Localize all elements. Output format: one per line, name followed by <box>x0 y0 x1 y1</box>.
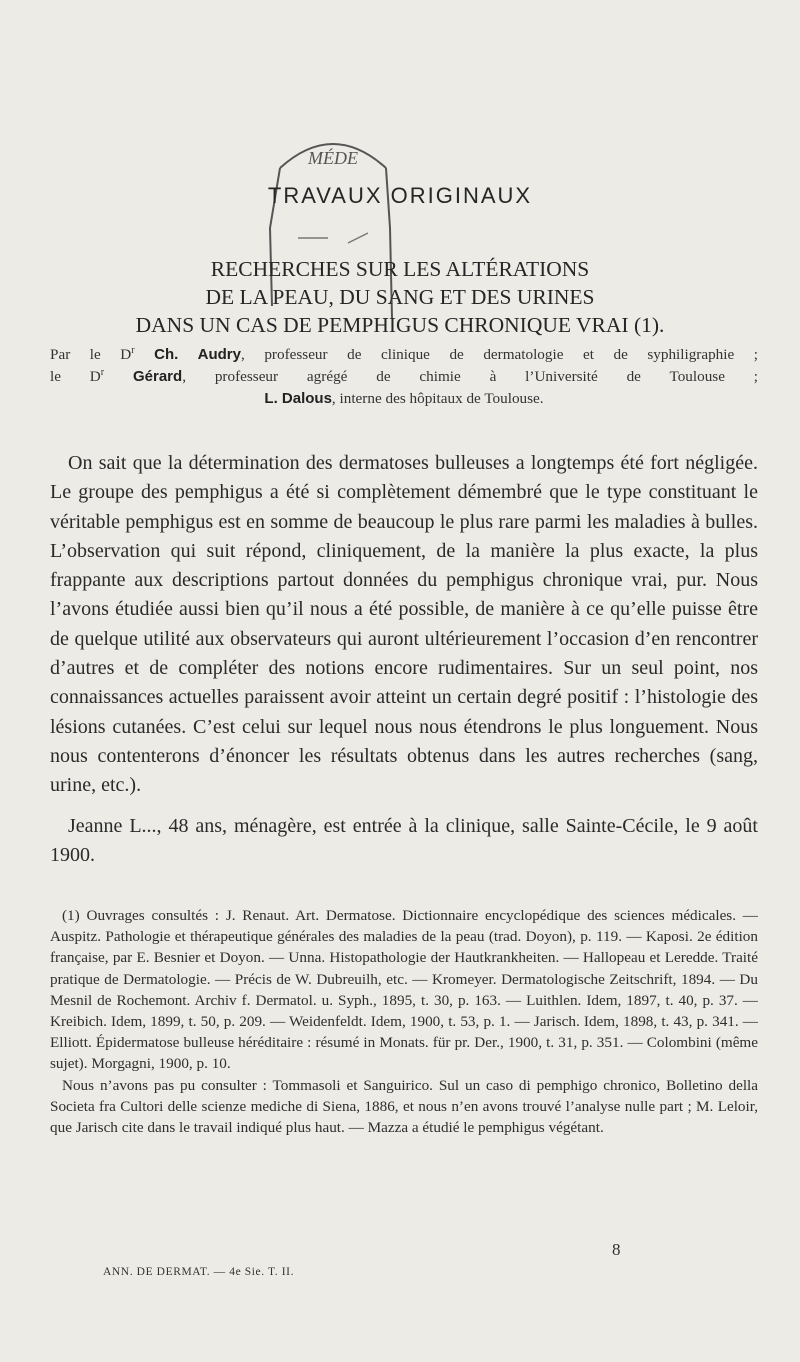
page-number: 8 <box>612 1240 621 1259</box>
author-line-1 <box>50 344 758 366</box>
footnotes <box>50 905 758 1138</box>
author-prefix-sup: r <box>100 366 105 378</box>
footnote-not-consulted: Nous n’avons pas pu consulter : Tommasoli et Sanguirico. Sul un caso di pemphigo chronico, Bolletino della Societa fra Cultori delle scienze mediche di Siena, 1886, et nous n’en avons trouvé l’analyse nulle part ; M. Leloir, que Jarisch cite dans le travail indiqué plus haut. — Mazza a étudié le pemphigus végétant. <box>50 1076 758 1137</box>
author-list <box>50 344 758 410</box>
section-heading: TRAVAUX ORIGINAUX <box>267 183 533 208</box>
author-role-dalous: , interne des hôpitaux de Toulouse. <box>331 390 544 407</box>
title-line-3: DANS UN CAS DE PEMPHIGUS CHRONIQUE VRAI (1). <box>135 313 665 337</box>
article-title <box>0 255 800 339</box>
author-name-gerard: Gérard <box>132 368 183 385</box>
svg-text:MÉDE: MÉDE <box>308 148 358 168</box>
author-role-gerard: , professeur agrégé de chimie à l’Université de Toulouse ; <box>182 368 759 385</box>
body-text <box>50 449 758 870</box>
body-paragraph-1: On sait que la détermination des dermatoses bulleuses a longtemps été fort négligée. Le groupe des pemphigus a été si complètement démembré que le type constituant le véritable pemphigus est en somme de beaucoup le plus rare parmi les maladies à bulles. L’observation qui suit répond, cliniquement, de la manière la plus exacte, la plus frappante aux descriptions partout données du pemphigus chronique vrai, pur. Nous l’avons étudiée aussi bien qu’il nous a été possible, de manière à ce qu’elle puisse être de quelque utilité aux observateurs qui auront ultérieurement l’occasion d’en rencontrer d’autres et de compléter des notions encore rudimentaires. Sur un seul point, nos connaissances actuelles paraissent avoir atteint un certain degré positif : l’histologie des lésions cutanées. C’est celui sur lequel nous nous étendrons le plus longuement. Nous nous contenterons d’énoncer les résultats obtenus dans les autres recherches (sang, urine, etc.). <box>50 452 758 797</box>
body-paragraph-2: Jeanne L..., 48 ans, ménagère, est entrée à la clinique, salle Sainte-Cécile, le 9 août 1900. <box>50 814 758 866</box>
footnote-references: (1) Ouvrages consultés : J. Renaut. Art. Dermatose. Dictionnaire encyclopédique des sciences médicales. — Auspitz. Pathologie et thérapeutique générales des maladies de la peau (trad. Doyon), p. 119. — Kaposi. 2e édition française, par E. Besnier et Doyon. — Unna. Histopathologie der Hautkrankheiten. — Hallopeau et Leredde. Traité pratique de Dermatologie. — Précis de W. Dubreuilh, etc. — Kromeyer. Dermatologische Zeitschrift, 1894. — Du Mesnil de Rochemont. Archiv f. Dermatol. u. Syph., 1895, t. 30, p. 163. — Luithlen. Idem, 1897, t. 40, p. 37. — Kreibich. Idem, 1899, t. 50, p. 209. — Weidenfeldt. Idem, 1900, t. 53, p. 1. — Jarisch. Idem, 1898, t. 43, p. 341. — Elliott. Épidermatose bulleuse héréditaire : résumé in Monats. für pr. Der., 1900, t. 31, p. 351. — Colombini (même sujet). Morgagni, 1900, p. 10. <box>50 907 758 1073</box>
author-line-2 <box>50 366 758 388</box>
author-name-dalous: L. Dalous <box>264 390 332 407</box>
author-prefix-sup: r <box>131 344 135 356</box>
author-name-audry: Ch. Audry <box>154 346 241 363</box>
running-footer: ANN. DE DERMAT. — 4e Sie. T. II. <box>103 1266 295 1278</box>
author-prefix: le D <box>50 368 101 385</box>
author-role-audry: , professeur de clinique de dermatologie et de syphiligraphie ; <box>241 346 758 363</box>
title-line-2: DE LA PEAU, DU SANG ET DES URINES <box>205 285 595 309</box>
title-line-1: RECHERCHES SUR LES ALTÉRATIONS <box>210 257 590 281</box>
author-prefix: Par le D <box>50 346 132 363</box>
author-line-3 <box>50 388 758 410</box>
